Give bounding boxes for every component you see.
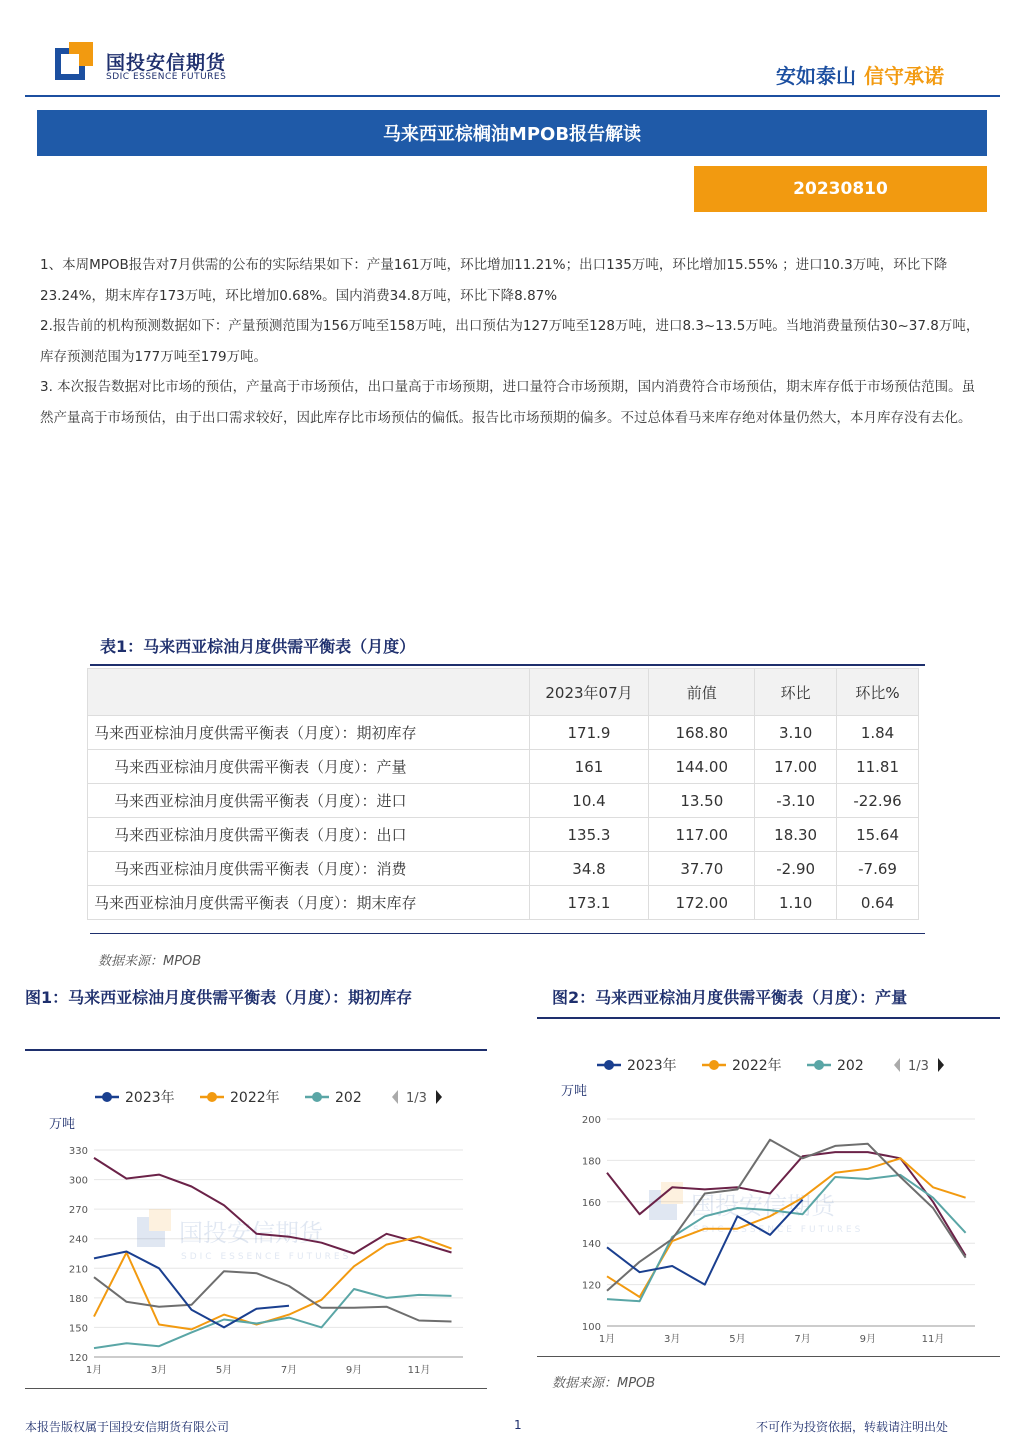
y-axis-label: 万吨 [49, 1117, 76, 1132]
slogan-part-2: 信守承诺 [864, 64, 944, 88]
table-header-row [88, 669, 919, 716]
cell-change-pct: 0.64 [837, 886, 919, 920]
x-tick-label: 7月 [280, 1365, 298, 1376]
table-header-cell: 环比% [837, 669, 919, 716]
footer-copyright: 本报告版权属于国投安信期货有限公司 [25, 1420, 230, 1434]
legend-label: 2022年 [732, 1058, 782, 1074]
table-row [88, 886, 919, 920]
y-tick-label: 100 [581, 1322, 601, 1333]
legend-next-icon [436, 1090, 442, 1104]
x-tick-label: 3月 [150, 1365, 168, 1376]
chart-opening-stock [25, 1055, 487, 1385]
balance-table [87, 668, 919, 920]
row-label: 马来西亚棕油月度供需平衡表（月度）：消费 [88, 852, 530, 886]
cell-current: 173.1 [529, 886, 649, 920]
x-tick-label: 9月 [345, 1365, 363, 1376]
cell-change: -2.90 [755, 852, 837, 886]
cell-current: 161 [529, 750, 649, 784]
table-row [88, 818, 919, 852]
y-axis-label: 万吨 [561, 1084, 588, 1099]
cell-previous: 37.70 [649, 852, 755, 886]
watermark-text-en: SDIC ESSENCE FUTURES [181, 1252, 352, 1262]
x-tick-label: 5月 [729, 1334, 746, 1345]
table-bottom-rule [90, 933, 925, 934]
figure-2-source: 数据来源：MPOB [552, 1376, 656, 1391]
cell-change-pct: -22.96 [837, 784, 919, 818]
cell-change: 17.00 [755, 750, 837, 784]
legend-swatch-dot [604, 1060, 614, 1070]
legend-prev-icon [894, 1058, 900, 1072]
cell-previous: 13.50 [649, 784, 755, 818]
y-tick-label: 270 [68, 1205, 88, 1217]
watermark [137, 1209, 351, 1262]
paragraph-3: 3. 本次报告数据对比市场的预估，产量高于市场预估，出口量高于市场预期，进口量符合市场预期，国内消费符合市场预估，期末库存低于市场预估范围。虽然产量高于市场预估，由于出口需求较好，因此库存比市场预估的偏低。报告比市场预期的偏多。不过总体看马来库存绝对体量仍然大，本月库存没有去化。 [40, 379, 976, 426]
report-title: 马来西亚棕榈油MPOB报告解读 [37, 110, 987, 156]
legend-label: 202 [837, 1058, 864, 1074]
legend-prev-icon [392, 1090, 398, 1104]
y-tick-label: 120 [581, 1280, 601, 1292]
cell-change-pct: 1.84 [837, 716, 919, 750]
slogan-part-1: 安如泰山 [776, 64, 856, 88]
x-tick-label: 5月 [215, 1365, 233, 1376]
table-row [88, 750, 919, 784]
cell-previous: 117.00 [649, 818, 755, 852]
table-header-cell: 2023年07月 [529, 669, 649, 716]
legend-swatch-dot [312, 1092, 322, 1102]
table-row [88, 716, 919, 750]
cell-change-pct: -7.69 [837, 852, 919, 886]
row-label: 马来西亚棕油月度供需平衡表（月度）：出口 [88, 818, 530, 852]
legend-swatch-dot [207, 1092, 217, 1102]
cell-change: 18.30 [755, 818, 837, 852]
table-title: 表1：马来西亚棕油月度供需平衡表（月度） [100, 637, 416, 656]
row-label: 马来西亚棕油月度供需平衡表（月度）：进口 [88, 784, 530, 818]
x-tick-label: 7月 [794, 1334, 811, 1345]
table-row [88, 784, 919, 818]
y-tick-label: 300 [68, 1175, 88, 1187]
y-tick-label: 210 [68, 1264, 88, 1276]
y-tick-label: 180 [68, 1293, 88, 1305]
y-tick-label: 200 [581, 1115, 601, 1126]
series-line-2022 [94, 1237, 452, 1330]
y-tick-label: 150 [68, 1323, 88, 1335]
y-tick-label: 140 [581, 1239, 601, 1251]
chart-production [537, 1025, 1000, 1355]
figure-1-bottom-rule [25, 1388, 487, 1389]
legend-page: 1/3 [908, 1059, 929, 1074]
watermark-text: 国投安信期货 [691, 1192, 835, 1220]
legend-label: 2022年 [230, 1090, 280, 1106]
slogan [776, 60, 944, 89]
footer-page-number: 1 [514, 1418, 522, 1432]
y-tick-label: 180 [581, 1156, 601, 1168]
cell-change: 3.10 [755, 716, 837, 750]
y-tick-label: 120 [68, 1353, 88, 1364]
cell-previous: 172.00 [649, 886, 755, 920]
series-line-2023 [94, 1252, 289, 1328]
cell-current: 171.9 [529, 716, 649, 750]
row-label: 马来西亚棕油月度供需平衡表（月度）：期末库存 [88, 886, 530, 920]
company-logo [55, 42, 95, 82]
paragraph-2: 2.报告前的机构预测数据如下：产量预测范围为156万吨至158万吨，出口预估为127万吨至128万吨，进口8.3~13.5万吨。当地消费量预估30~37.8万吨，库存预测范围为177万吨至179万吨。 [40, 318, 980, 365]
legend-label: 202 [335, 1090, 362, 1106]
table-top-rule [90, 664, 925, 666]
watermark-text: 国投安信期货 [179, 1219, 323, 1247]
y-tick-label: 240 [68, 1234, 88, 1246]
cell-change: -3.10 [755, 784, 837, 818]
figure-1-title: 图1：马来西亚棕油月度供需平衡表（月度）：期初库存 [25, 988, 413, 1007]
header-divider [25, 95, 1000, 97]
x-tick-label: 1月 [85, 1365, 103, 1376]
cell-change-pct: 11.81 [837, 750, 919, 784]
legend-label: 2023年 [627, 1058, 677, 1074]
legend-swatch-dot [709, 1060, 719, 1070]
table-header-cell: 环比 [755, 669, 837, 716]
row-label: 马来西亚棕油月度供需平衡表（月度）：期初库存 [88, 716, 530, 750]
x-tick-label: 11月 [921, 1334, 945, 1345]
report-body [40, 250, 985, 433]
watermark-logo-accent [149, 1209, 171, 1231]
cell-change-pct: 15.64 [837, 818, 919, 852]
legend-label: 2023年 [125, 1090, 175, 1106]
y-tick-label: 330 [68, 1146, 88, 1157]
table-header-cell: 前值 [649, 669, 755, 716]
row-label: 马来西亚棕油月度供需平衡表（月度）：产量 [88, 750, 530, 784]
legend-swatch-dot [102, 1092, 112, 1102]
figure-2-bottom-rule [537, 1356, 1000, 1357]
figure-2-title: 图2：马来西亚棕油月度供需平衡表（月度）：产量 [552, 988, 908, 1007]
watermark-text-en: SDIC ESSENCE FUTURES [693, 1225, 864, 1235]
paragraph-1: 1、本周MPOB报告对7月供需的公布的实际结果如下：产量161万吨，环比增加11.21%；出口135万吨，环比增加15.55% ；进口10.3万吨，环比下降23.24%，期末库存173万吨，环比增加0.68%。国内消费34.8万吨，环比下降8.87% [40, 257, 948, 304]
cell-previous: 168.80 [649, 716, 755, 750]
y-tick-label: 160 [581, 1197, 601, 1209]
table-header-cell [88, 669, 530, 716]
legend-page: 1/3 [406, 1091, 427, 1106]
cell-previous: 144.00 [649, 750, 755, 784]
cell-current: 34.8 [529, 852, 649, 886]
brand-name-en: SDIC ESSENCE FUTURES [106, 72, 227, 82]
legend-swatch-dot [814, 1060, 824, 1070]
x-tick-label: 11月 [407, 1365, 431, 1376]
figure-1-top-rule [25, 1049, 487, 1051]
cell-current: 10.4 [529, 784, 649, 818]
cell-current: 135.3 [529, 818, 649, 852]
x-tick-label: 1月 [598, 1334, 616, 1345]
figure-2-top-rule [537, 1017, 1000, 1019]
table-source: 数据来源：MPOB [98, 954, 202, 969]
brand-name: 国投安信期货 [106, 52, 227, 74]
x-tick-label: 3月 [664, 1334, 681, 1345]
cell-change: 1.10 [755, 886, 837, 920]
report-date: 20230810 [694, 166, 987, 212]
footer-disclaimer: 不可作为投资依据，转载请注明出处 [756, 1420, 949, 1434]
legend-next-icon [938, 1058, 944, 1072]
x-tick-label: 9月 [859, 1334, 876, 1345]
table-row [88, 852, 919, 886]
